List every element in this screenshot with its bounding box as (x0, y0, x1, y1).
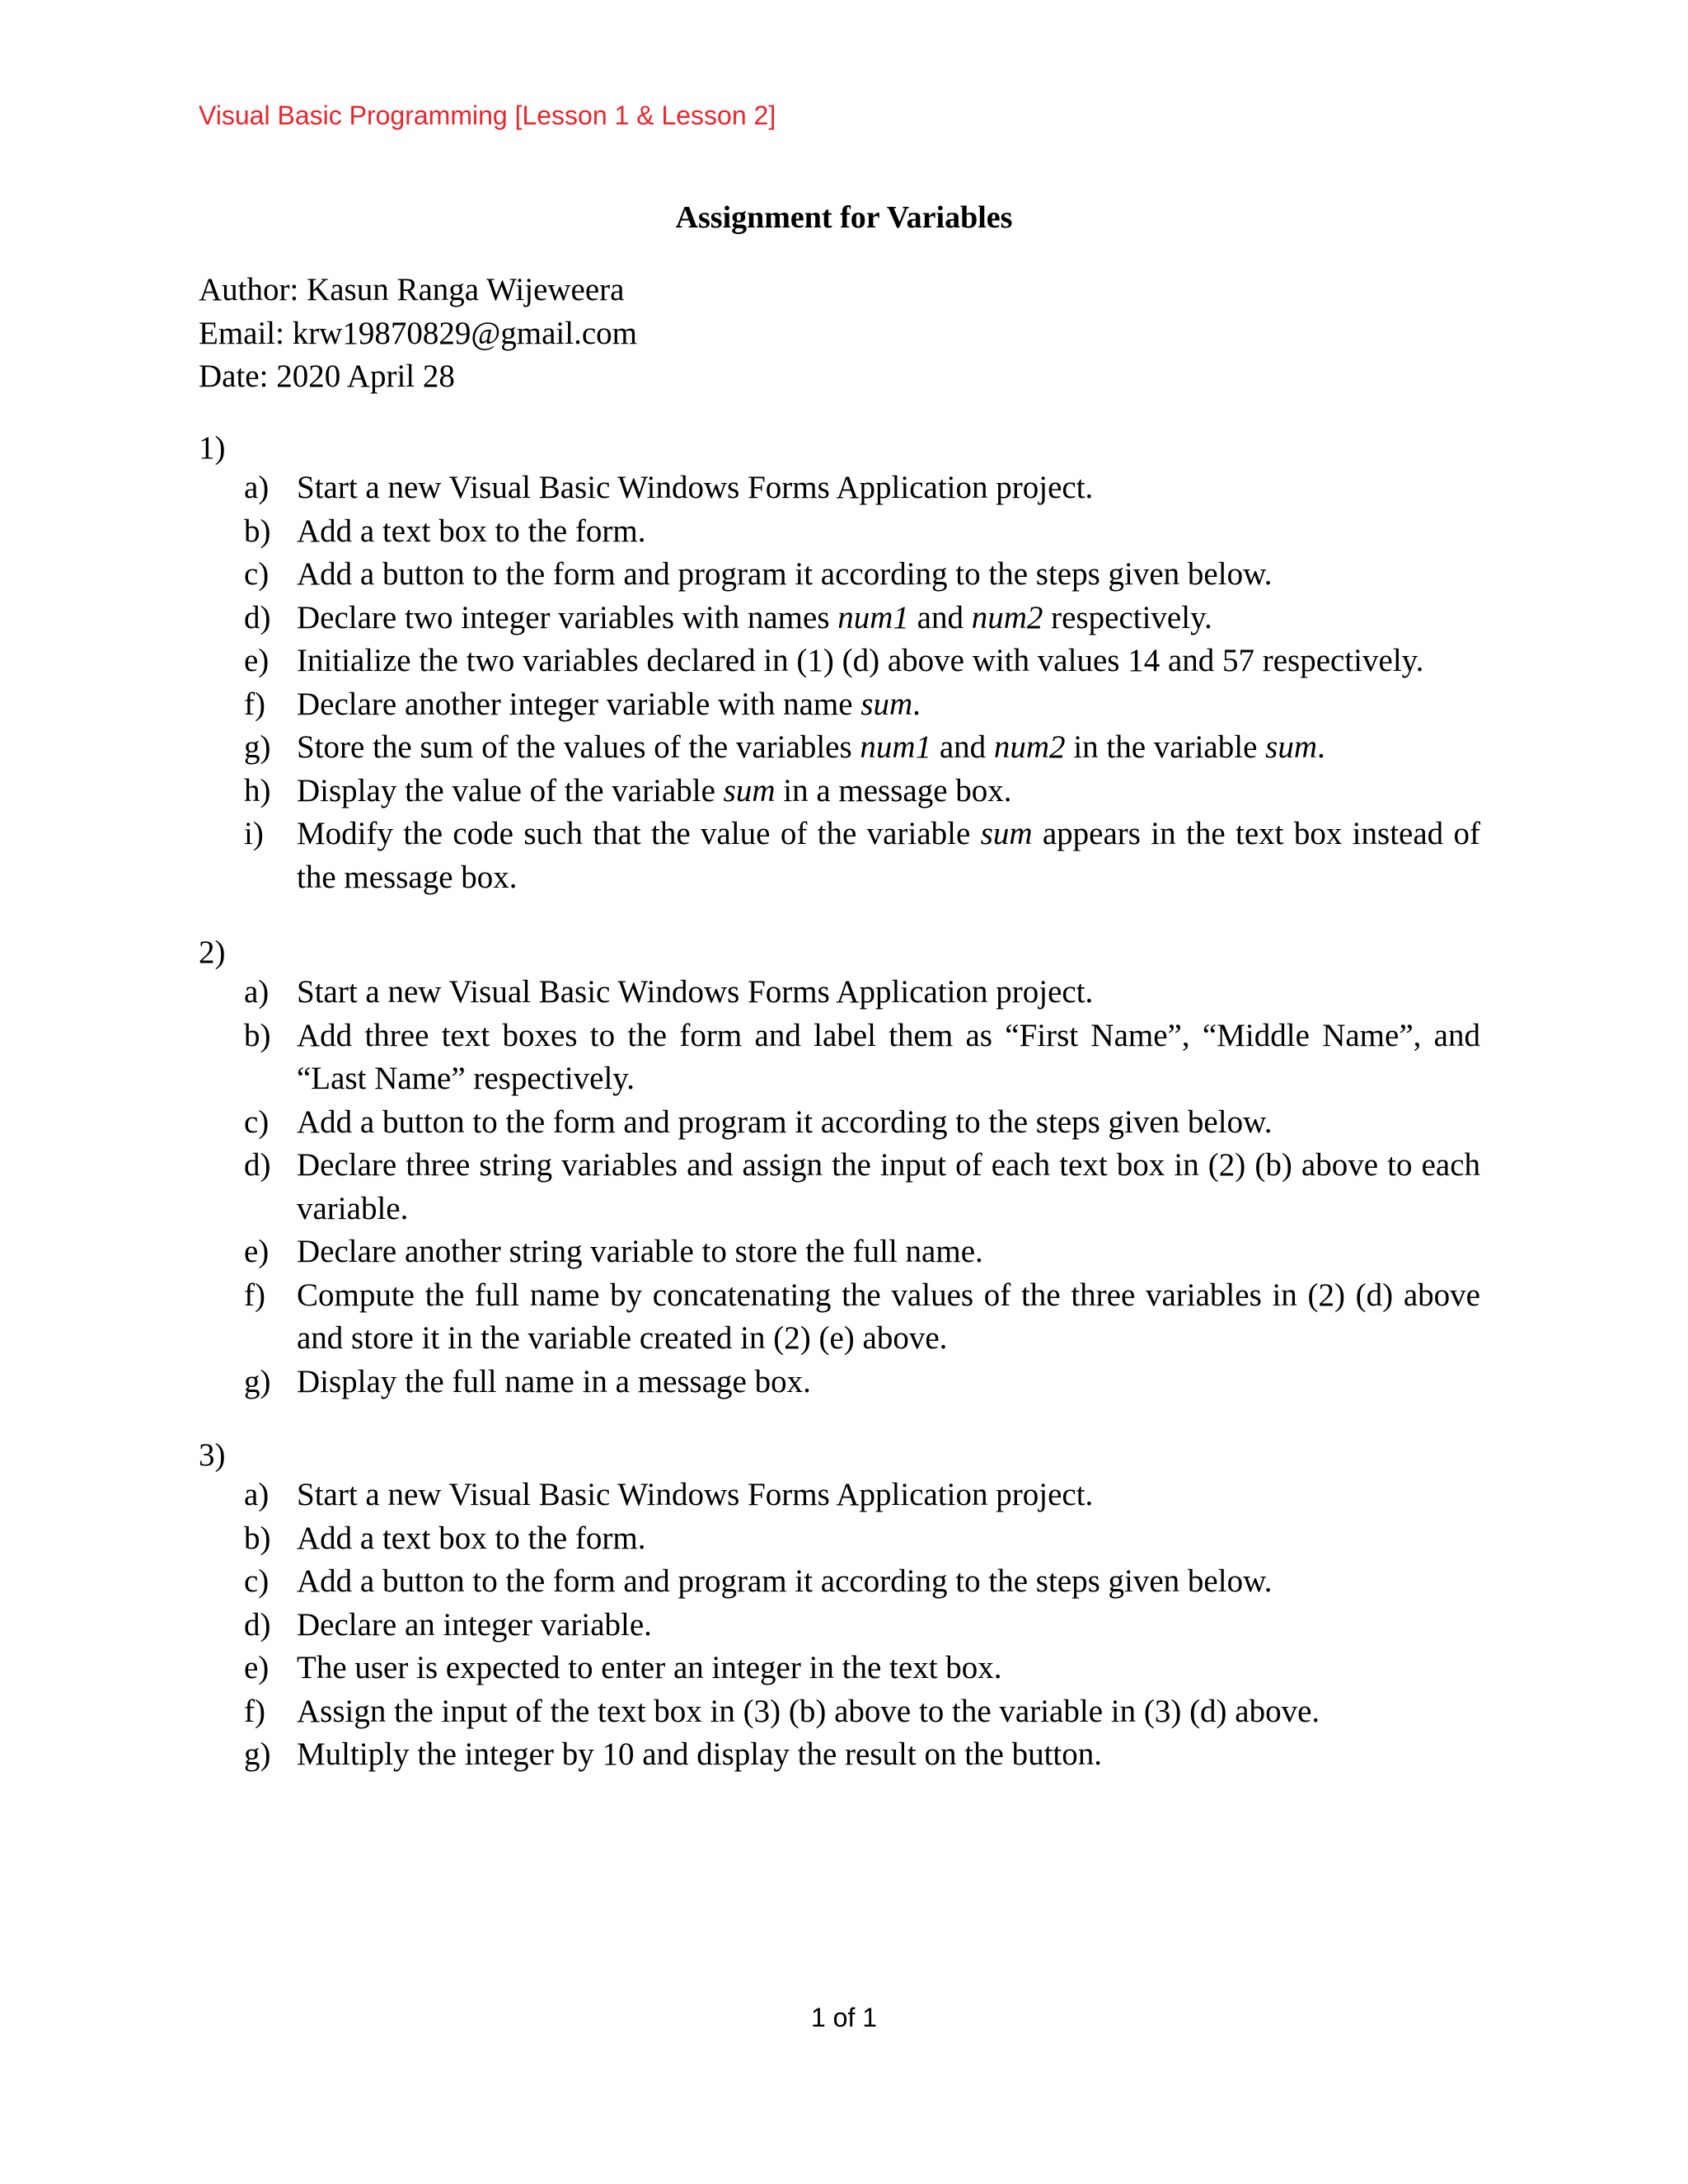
item-letter: g) (244, 729, 271, 765)
list-item (244, 1361, 1480, 1404)
list-item (244, 770, 1480, 813)
item-letter: g) (244, 1736, 271, 1772)
item-text: in the variable (1065, 729, 1266, 765)
item-variable-name: num2 (971, 599, 1043, 635)
item-text: Display the value of the variable (297, 772, 724, 808)
item-text: respectively. (1043, 599, 1212, 635)
list-item (244, 597, 1480, 640)
item-letter: e) (244, 1650, 270, 1685)
item-letter: g) (244, 1363, 271, 1399)
list-item (244, 510, 1480, 554)
item-text: Add a button to the form and program it according to the steps given below. (297, 1563, 1273, 1599)
section-number-3: 3) (199, 1437, 226, 1473)
list-item (244, 553, 1480, 597)
item-text: . (912, 686, 921, 722)
item-text: Declare another string variable to store the full name. (297, 1234, 983, 1269)
list-item (244, 683, 1480, 727)
item-letter: e) (244, 643, 270, 678)
email-line: Email: krw19870829@gmail.com (199, 315, 638, 351)
item-letter: a) (244, 470, 270, 505)
list-item (244, 1560, 1480, 1604)
item-text: Assign the input of the text box in (3) (b) above to the variable in (3) (d) above. (297, 1693, 1320, 1729)
item-variable-name: sum (1265, 729, 1317, 765)
item-variable-name: sum (723, 772, 776, 808)
page-header: Visual Basic Programming [Lesson 1 & Lesson 2] (199, 101, 776, 130)
item-letter: h) (244, 772, 271, 808)
list-item (244, 1474, 1480, 1517)
list-item (244, 466, 1480, 510)
item-letter: f) (244, 1693, 265, 1729)
item-variable-name: sum (860, 686, 913, 722)
item-text: Start a new Visual Basic Windows Forms Application project. (297, 974, 1094, 1010)
item-text: Compute the full name by concatenating the values of the three variables in (2) (d) above and store it in the variable created in (2) (e) above. (297, 1277, 1480, 1356)
list-item (244, 1604, 1480, 1647)
section-number-1: 1) (199, 430, 226, 466)
item-variable-name: sum (980, 816, 1033, 851)
list-item (244, 1733, 1480, 1777)
item-letter: a) (244, 1477, 270, 1512)
item-text: and (931, 729, 994, 765)
item-letter: c) (244, 1563, 270, 1599)
item-text: Add a text box to the form. (297, 1520, 646, 1556)
item-text: Multiply the integer by 10 and display the result on the button. (297, 1736, 1103, 1772)
list-item (244, 1144, 1480, 1230)
document-title: Assignment for Variables (675, 200, 1013, 235)
item-text: appears in the text box instead of the message box. (297, 816, 1480, 895)
item-text: Add a button to the form and program it according to the steps given below. (297, 1104, 1273, 1140)
item-text: Initialize the two variables declared in (1) (d) above with values 14 and 57 respectively. (297, 643, 1424, 678)
item-text: Declare two integer variables with names (297, 599, 838, 635)
item-letter: d) (244, 599, 271, 635)
list-item (244, 1015, 1480, 1101)
section-3-steps (244, 1474, 1480, 1777)
item-letter: d) (244, 1606, 271, 1643)
item-letter: f) (244, 686, 265, 722)
item-letter: c) (244, 556, 270, 592)
author-info (199, 269, 637, 399)
item-text: Declare an integer variable. (297, 1606, 652, 1643)
item-letter: e) (244, 1234, 270, 1269)
item-text: and (908, 599, 972, 635)
list-item (244, 1647, 1480, 1690)
section-number-2: 2) (199, 935, 226, 970)
item-text: Add a button to the form and program it according to the steps given below. (297, 556, 1273, 592)
list-item (244, 1101, 1480, 1145)
item-text: Add three text boxes to the form and label them as “First Name”, “Middle Name”, and “Last Name” respectively. (297, 1017, 1480, 1096)
author-line: Author: Kasun Ranga Wijeweera (199, 272, 625, 307)
page-number: 1 of 1 (810, 2003, 878, 2032)
item-text: Start a new Visual Basic Windows Forms Application project. (297, 1477, 1094, 1512)
item-letter: a) (244, 974, 270, 1010)
item-letter: f) (244, 1277, 265, 1313)
item-letter: b) (244, 1017, 271, 1053)
item-text: Declare three string variables and assign the input of each text box in (2) (b) above to each variable. (297, 1147, 1480, 1226)
list-item (244, 1274, 1480, 1361)
item-letter: b) (244, 513, 271, 549)
list-item (244, 971, 1480, 1015)
item-text: Add a text box to the form. (297, 513, 646, 549)
list-item (244, 1517, 1480, 1561)
item-variable-name: num1 (860, 729, 932, 765)
list-item (244, 1230, 1480, 1274)
section-1-steps (244, 466, 1480, 899)
item-text: Start a new Visual Basic Windows Forms Application project. (297, 470, 1094, 505)
item-letter: i) (244, 816, 264, 851)
section-2-steps (244, 971, 1480, 1404)
date-line: Date: 2020 April 28 (199, 359, 455, 394)
list-item (244, 726, 1480, 770)
item-letter: b) (244, 1520, 271, 1556)
item-text: in a message box. (775, 772, 1012, 808)
item-text: Modify the code such that the value of the variable (297, 816, 981, 851)
list-item (244, 640, 1480, 683)
item-variable-name: num2 (993, 729, 1066, 765)
item-text: Store the sum of the values of the variables (297, 729, 860, 765)
item-letter: c) (244, 1104, 270, 1140)
item-text: Declare another integer variable with name (297, 686, 861, 722)
item-variable-name: num1 (837, 599, 909, 635)
list-item (244, 813, 1480, 899)
item-text: The user is expected to enter an integer in the text box. (297, 1650, 1002, 1685)
item-letter: d) (244, 1147, 271, 1183)
item-text: Display the full name in a message box. (297, 1363, 811, 1399)
item-text: . (1316, 729, 1325, 765)
list-item (244, 1690, 1480, 1734)
